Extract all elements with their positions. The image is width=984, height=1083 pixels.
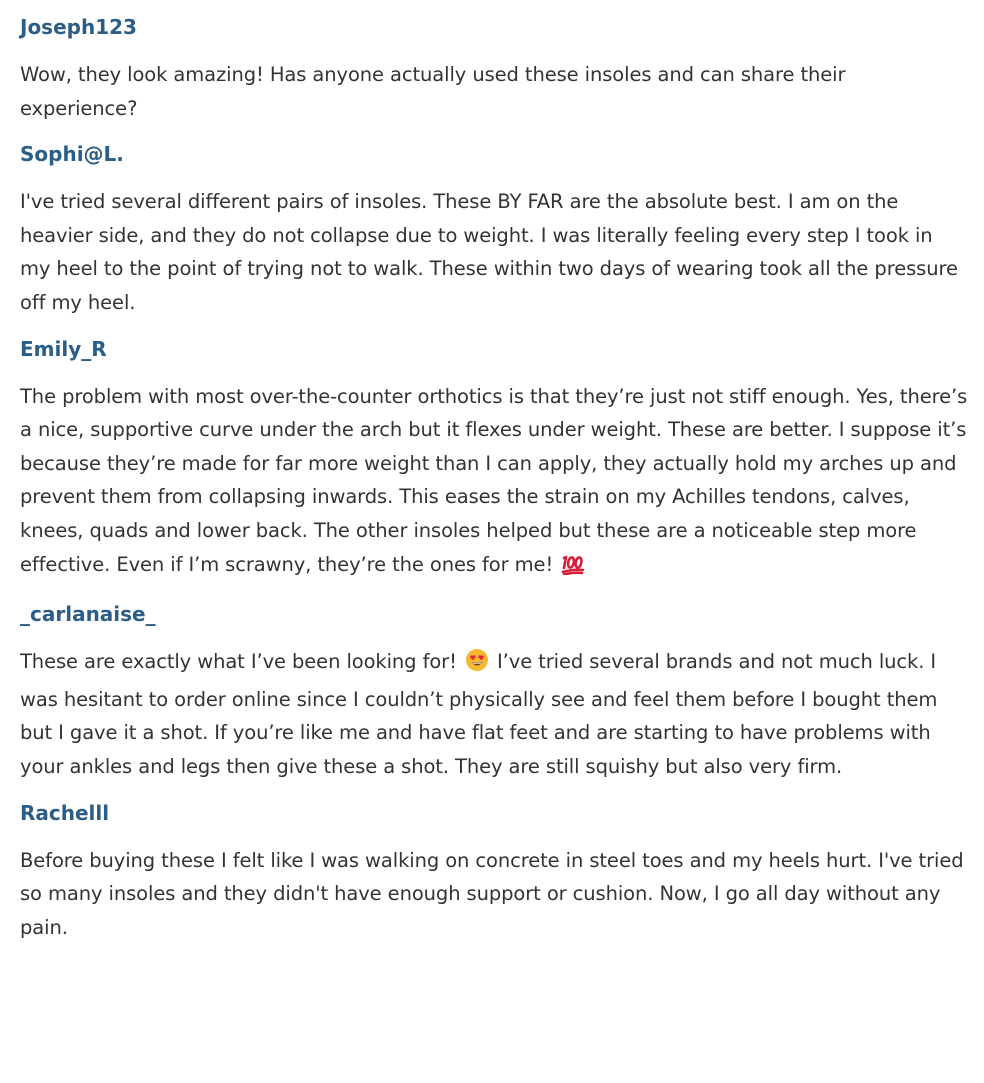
comment-author: Sophi@L. [20, 142, 124, 167]
comment-text-after: I’ve tried several brands and not much luck. I was hesitant to order online since I couldn’t physically see and feel them before I bought them but I gave it a shot. If you’re like me and have flat feet and are starting to have problems with your ankles and legs then give these a shot. They are still squishy but also very firm. [20, 650, 938, 778]
comment-text-before: These are exactly what I’ve been looking for! [20, 650, 457, 674]
comment-text: Before buying these I felt like I was walking on concrete in steel toes and my heels hurt. I've tried so many insoles and they didn't have enough support or cushion. Now, I go all day without any pain. [20, 848, 964, 939]
comment-author: _carlanaise_ [20, 602, 156, 627]
comment [20, 595, 968, 783]
comment-text: I've tried several different pairs of insoles. These BY FAR are the absolute best. I am on the heavier side, and they do not collapse due to weight. I was literally feeling every step I took in my heel to the point of trying not to walk. These within two days of wearing took all the pressure off my heel. [20, 190, 958, 314]
comment-text: The problem with most over-the-counter orthotics is that they’re just not stiff enough. Yes, there’s a nice, supportive curve under the arch but it flexes under weight. These are better. I suppose it’s because they’re made for far more weight than I can apply, they actually hold my arches up and prevent them from collapsing inwards. This eases the strain on my Achilles tendons, calves, knees, quads and lower back. The other insoles helped but these are a noticeable step more effective. Even if I’m scrawny, they’re the ones for me! [20, 384, 968, 576]
comment-author: Emily_R [20, 336, 107, 361]
comment [20, 794, 968, 945]
comment-text: Wow, they look amazing! Has anyone actually used these insoles and can share their experience? [20, 63, 846, 120]
comment [20, 8, 968, 125]
heart-eyes-icon [465, 648, 489, 683]
comment-text-wrap [20, 645, 968, 783]
comment [20, 135, 968, 319]
comment-text-wrap [20, 380, 968, 586]
comment-author: Joseph123 [20, 15, 137, 39]
comment-author: Rachelll [20, 800, 110, 825]
comment [20, 330, 968, 586]
hundred-points-icon [561, 552, 585, 586]
